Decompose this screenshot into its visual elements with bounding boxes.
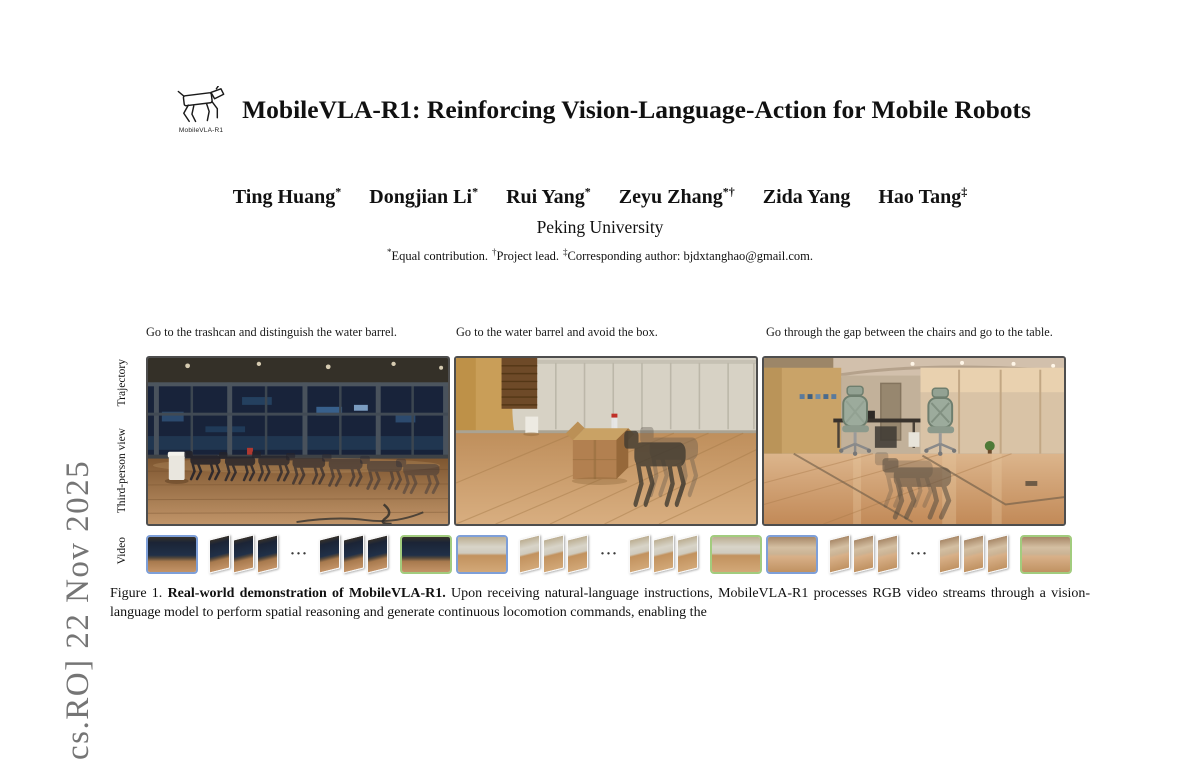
photo-night-trajectory	[146, 356, 450, 526]
author: Ting Huang*	[232, 184, 342, 208]
video-strip-1	[146, 535, 452, 574]
row-label-third-person-view: Third-person view	[116, 427, 128, 514]
ellipsis: ···	[909, 545, 928, 562]
instruction-row	[146, 326, 1090, 356]
video-strip-row	[146, 535, 1090, 574]
ellipsis: ···	[599, 545, 618, 562]
video-last-frame	[400, 535, 452, 574]
scene-box-room	[456, 358, 758, 524]
small-white-bin	[523, 416, 539, 436]
logo	[169, 86, 233, 134]
caption-bold: Real-world demonstration of MobileVLA-R1.	[167, 585, 446, 601]
trajectory-image-row	[146, 356, 1090, 526]
video-frame-stack	[827, 537, 900, 571]
video-last-frame	[1020, 535, 1072, 574]
footnote-part: ‡Corresponding author: bjdxtanghao@gmail.com.	[563, 246, 813, 263]
instruction-panel-1: Go to the trashcan and distinguish the water barrel.	[146, 324, 397, 339]
author: Hao Tang‡	[878, 184, 968, 208]
author-list	[110, 184, 1090, 209]
row-label-trajectory: Trajectory	[116, 358, 128, 407]
affiliation: Peking University	[536, 216, 664, 237]
instruction-panel-3: Go through the gap between the chairs and go to the table.	[766, 324, 1053, 339]
scene-office-room	[764, 358, 1066, 524]
video-strip-2	[456, 535, 762, 574]
figure-1	[110, 326, 1090, 622]
ellipsis: ···	[289, 545, 308, 562]
paper-title: MobileVLA-R1: Reinforcing Vision-Language-Action for Mobile Robots	[242, 95, 1031, 124]
video-last-frame	[710, 535, 762, 574]
video-frame-stack	[207, 537, 280, 571]
scene-night-room	[148, 358, 450, 524]
photo-box-avoidance	[454, 356, 758, 526]
paper-page	[0, 86, 1200, 760]
video-frame-stack	[517, 537, 590, 571]
video-frame-stack	[627, 537, 700, 571]
caption-text: Upon receiving natural-language instructions, MobileVLA-R1 processes RGB video streams through a vision-language model to perform spatial reasoning and generate continuous locomotion commands, enabling the	[110, 585, 1091, 620]
video-frame-stack	[937, 537, 1010, 571]
author: Zida Yang	[762, 185, 851, 208]
footnote-part: *Equal contribution.	[387, 246, 489, 263]
arxiv-stamp: cs.RO] 22 Nov 2025	[60, 459, 96, 760]
footnote-part: †Project lead.	[492, 246, 559, 263]
paper-header	[110, 86, 1090, 134]
author: Zeyu Zhang*†	[618, 184, 735, 208]
author: Dongjian Li*	[369, 184, 479, 208]
water-bottle	[611, 413, 617, 430]
robot-dog-logo-icon	[172, 86, 230, 126]
wood-cabinet	[502, 358, 538, 409]
photo-chairs-gap	[762, 356, 1066, 526]
floor-object	[1025, 481, 1037, 486]
instruction-panel-2: Go to the water barrel and avoid the box.	[456, 324, 658, 339]
video-first-frame	[456, 535, 508, 574]
row-label-video: Video	[116, 536, 128, 565]
video-frame-stack	[317, 537, 390, 571]
caption-label: Figure 1.	[110, 585, 163, 601]
author-footnote	[110, 247, 1090, 264]
author: Rui Yang*	[506, 184, 591, 208]
video-first-frame	[766, 535, 818, 574]
logo-caption: MobileVLA-R1	[178, 127, 224, 134]
video-first-frame	[146, 535, 198, 574]
figure-caption	[110, 584, 1090, 622]
video-strip-3	[766, 535, 1072, 574]
